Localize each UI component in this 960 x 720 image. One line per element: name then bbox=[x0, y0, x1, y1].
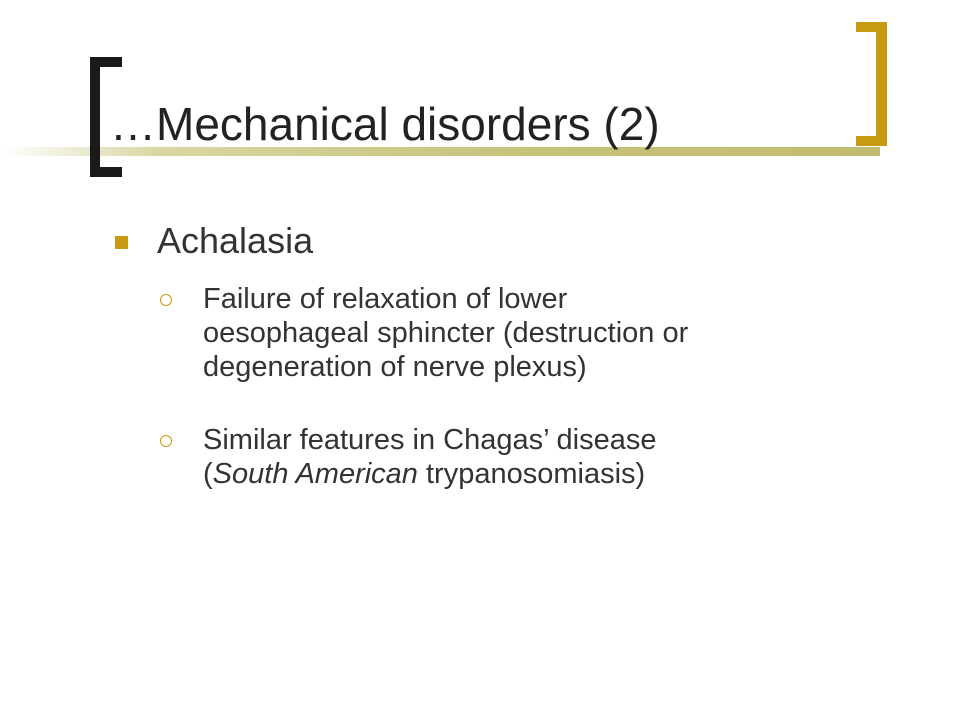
ring-bullet-icon bbox=[160, 294, 172, 306]
left-bracket bbox=[90, 57, 100, 177]
square-bullet-icon bbox=[115, 236, 128, 249]
ring-bullet-icon bbox=[160, 435, 172, 447]
text-line: oesophageal sphincter (destruction or bbox=[203, 317, 689, 349]
paren-open: ( bbox=[203, 458, 213, 490]
left-bracket-top bbox=[90, 57, 122, 67]
right-bracket-top bbox=[856, 22, 887, 32]
right-bracket bbox=[876, 22, 887, 146]
bullet-achalasia: Achalasia bbox=[157, 220, 314, 261]
text-line: Failure of relaxation of lower bbox=[203, 283, 568, 315]
sub-bullet-text bbox=[203, 423, 863, 491]
text-line: degeneration of nerve plexus) bbox=[203, 351, 587, 383]
disease-name: trypanosomiasis) bbox=[417, 458, 646, 490]
right-bracket-bottom bbox=[856, 136, 887, 146]
slide-title: …Mechanical disorders (2) bbox=[110, 98, 660, 150]
left-bracket-bottom bbox=[90, 167, 122, 177]
text-line bbox=[203, 457, 863, 491]
text-line: Similar features in Chagas’ disease bbox=[203, 424, 657, 456]
italic-region-name: South American bbox=[212, 458, 418, 490]
sub-bullet-text bbox=[203, 282, 863, 384]
